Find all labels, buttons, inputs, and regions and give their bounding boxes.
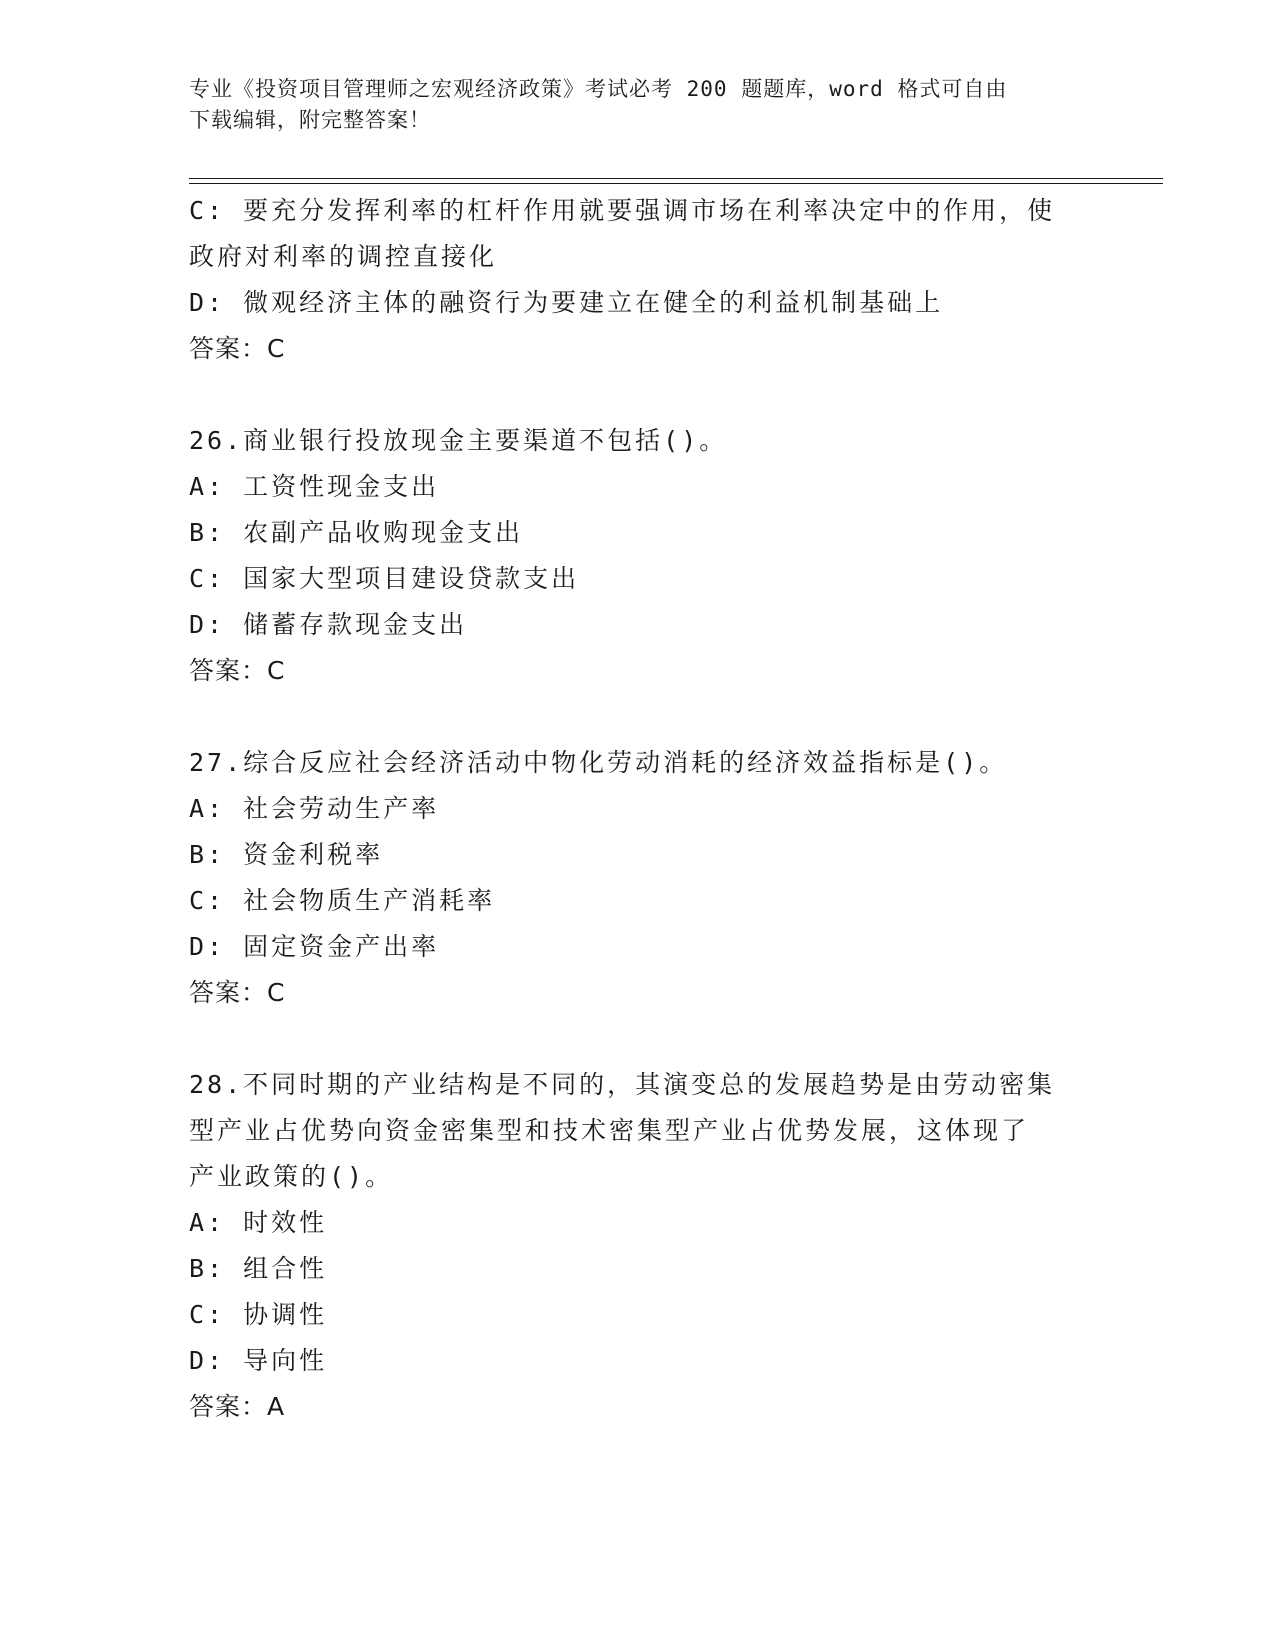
option-c: C: 国家大型项目建设贷款支出 xyxy=(189,564,580,593)
option-b: B: 资金利税率 xyxy=(189,840,384,869)
question-list xyxy=(189,188,1109,1430)
question-26 xyxy=(189,418,1109,694)
option-a: A: 工资性现金支出 xyxy=(189,472,440,501)
spacer xyxy=(189,1016,1109,1062)
option-c: C: 协调性 xyxy=(189,1300,328,1329)
question-25-tail xyxy=(189,188,1109,372)
answer: 答案：A xyxy=(189,1392,286,1421)
option-a: A: 社会劳动生产率 xyxy=(189,794,440,823)
question-text: 26.商业银行投放现金主要渠道不包括()。 xyxy=(189,426,728,455)
option-c-line-2: 政府对利率的调控直接化 xyxy=(189,242,498,271)
answer: 答案：C xyxy=(189,334,286,363)
question-text-line-2: 型产业占优势向资金密集型和技术密集型产业占优势发展，这体现了 xyxy=(189,1116,1030,1145)
option-b: B: 组合性 xyxy=(189,1254,328,1283)
option-b: B: 农副产品收购现金支出 xyxy=(189,518,524,547)
question-text: 27.综合反应社会经济活动中物化劳动消耗的经济效益指标是()。 xyxy=(189,748,1008,777)
question-27 xyxy=(189,740,1109,1016)
option-c-line-1: C: 要充分发挥利率的杠杆作用就要强调市场在利率决定中的作用，使 xyxy=(189,196,1056,225)
document-header xyxy=(189,74,1089,136)
option-c: C: 社会物质生产消耗率 xyxy=(189,886,496,915)
option-d: D: 微观经济主体的融资行为要建立在健全的利益机制基础上 xyxy=(189,288,944,317)
answer: 答案：C xyxy=(189,656,286,685)
spacer xyxy=(189,694,1109,740)
spacer xyxy=(189,372,1109,418)
option-d: D: 固定资金产出率 xyxy=(189,932,440,961)
question-text-line-1: 28.不同时期的产业结构是不同的，其演变总的发展趋势是由劳动密集 xyxy=(189,1070,1056,1099)
header-line-1: 专业《投资项目管理师之宏观经济政策》考试必考 200 题题库，word 格式可自由 xyxy=(189,77,1008,101)
option-d: D: 导向性 xyxy=(189,1346,328,1375)
answer: 答案：C xyxy=(189,978,286,1007)
question-28 xyxy=(189,1062,1109,1430)
option-a: A: 时效性 xyxy=(189,1208,328,1237)
header-line-2: 下载编辑，附完整答案！ xyxy=(189,108,431,132)
option-d: D: 储蓄存款现金支出 xyxy=(189,610,468,639)
question-text-line-3: 产业政策的()。 xyxy=(189,1162,394,1191)
header-divider xyxy=(189,178,1163,184)
